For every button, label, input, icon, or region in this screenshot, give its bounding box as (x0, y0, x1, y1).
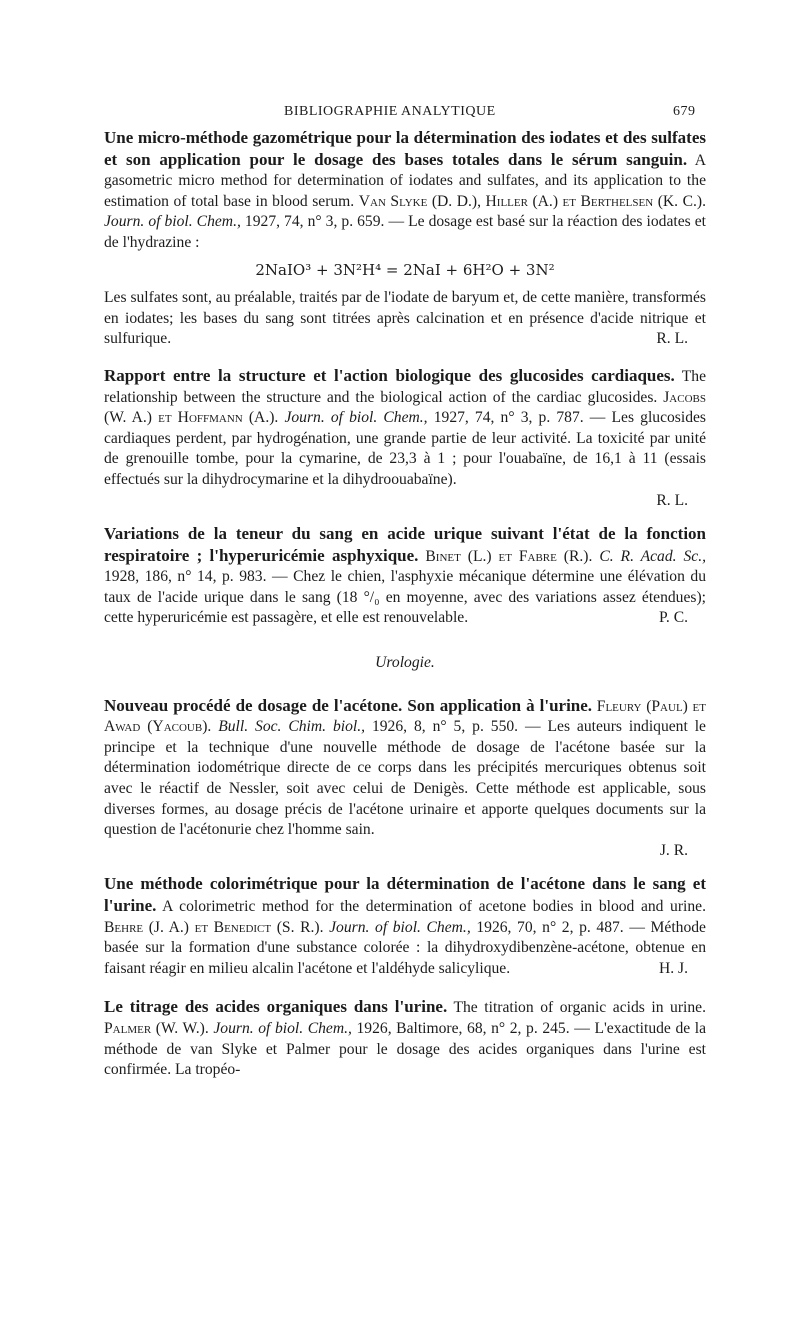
entry-text: — Les auteurs indiquent le principe et la technique d'une nouvelle méthode de dosage de l'acétone basée sur la détermination iodométrique directe de ce corps dans les précipités mercuriques obtenus soit avec le réactif de Nessler, soit avec celui de Denigès. Cette méthode est applicable, sous diverses formes, au dosage précis de l'acétone urinaire et apporte quelques documents sur la question de l'acétonurie chez l'homme sain. (104, 718, 706, 839)
entry-citation: 1926, 8, n° 5, p. 550. (371, 718, 519, 736)
entry-authors: Fleury (Paul) et Awad (Yacoub). (104, 697, 706, 736)
chemical-formula: 2NaIO³ + 3N²H⁴ = 2NaI + 6H²O + 3N² (255, 260, 555, 279)
abstract-entry (104, 524, 706, 629)
entry-journal: Journ. of biol. Chem., (213, 1019, 352, 1037)
entry-english-title: The relationship between the structure and the biological action of the cardiac glucosides. (104, 367, 706, 406)
entry-journal: Journ. of biol. Chem., (329, 918, 471, 936)
entry-signature: J. R. (659, 841, 688, 859)
entry-citation: 1926, Baltimore, 68, n° 2, p. 245. (356, 1019, 570, 1037)
page-header (0, 104, 800, 126)
entry-authors: Jacobs (W. A.) et Hoffmann (A.). (104, 388, 706, 427)
entry-title: Le titrage des acides organiques dans l'urine. (104, 997, 448, 1017)
entry-english-title: A colorimetric method for the determination of acetone bodies in blood and urine. (162, 898, 706, 915)
entry-text: Les sulfates sont, au préalable, traités par de l'iodate de baryum et, de cette manière, transformés en iodates; les bases du sang sont titrées après calcination et en présence d'acide nitrique et sulfurique. (104, 289, 706, 348)
abstract-entry (104, 366, 706, 511)
entry-journal: Bull. Soc. Chim. biol., (218, 718, 366, 736)
entry-journal: Journ. of biol. Chem., (284, 409, 428, 427)
entry-authors: Binet (L.) et Fabre (R.). (425, 547, 593, 565)
entry-signature: H. J. (658, 959, 688, 977)
entry-text: — Le dosage est basé sur la réaction des iodates et de l'hydrazine : (104, 213, 706, 251)
page-number: 679 (673, 104, 696, 119)
abstract-entry (104, 997, 706, 1080)
entry-title: Une micro-méthode gazométrique pour la détermination des iodates et des sulfates et son application pour le dosage des bases totales dans le sérum sanguin. (104, 128, 706, 169)
entry-text: — Méthode basée sur la formation d'une substance colorée : la dihydroxydibenzène-acétone, obtenue en faisant réagir en milieu alcalin l'acétone et l'aldéhyde salicylique. (104, 918, 706, 977)
entry-signature: P. C. (658, 609, 688, 627)
abstract-entry (104, 696, 706, 862)
abstract-entry (104, 128, 706, 254)
entry-citation: 1927, 74, n° 3, p. 787. (433, 409, 584, 427)
entry-english-title: The titration of organic acids in urine. (453, 999, 706, 1017)
entry-english-title: A gasometric micro method for determination of iodates and sulfates, and its application to the estimation of total base in blood serum. (104, 151, 706, 210)
entry-continuation (104, 288, 706, 350)
entry-text: — Les glucosides cardiaques perdent, par hydrogénation, une grande partie de leur activité. La toxicité par unité de grenouille tombe, pour la cymarine, de 23,3 à 1 ; pour l'ouabaïne, de 16,1 à 11 (essais effectués sur la dihydrocymarine et la dihydroouabaïne). (104, 409, 706, 488)
entry-citation: 1927, 74, n° 3, p. 659. (244, 213, 385, 231)
entry-text: — L'exactitude de la méthode de van Slyke et Palmer pour le dosage des acides organiques dans l'urine est confirmée. La tropéo- (104, 1019, 707, 1079)
entry-journal: C. R. Acad. Sc., (599, 547, 706, 565)
entry-authors: Palmer (W. W.). (104, 1019, 209, 1037)
entry-authors: Behre (J. A.) et Benedict (S. R.). (104, 918, 324, 936)
entry-signature: R. L. (656, 330, 688, 348)
entry-journal: Journ. of biol. Chem., (104, 213, 241, 231)
abstract-entry (104, 874, 706, 979)
page-content (104, 128, 706, 1081)
entry-citation: 1926, 70, n° 2, p. 487. (476, 918, 624, 936)
section-heading: Urologie. (375, 654, 435, 672)
entry-signature: R. L. (656, 491, 688, 509)
entry-title: Une méthode colorimétrique pour la détermination de l'acétone dans le sang et l'urine. (104, 874, 706, 915)
entry-title: Variations de la teneur du sang en acide urique suivant l'état de la fonction respiratoire ; l'hyperuricémie asphyxique. (104, 524, 706, 565)
entry-authors: Van Slyke (D. D.), Hiller (A.) et Berthelsen (K. C.). (358, 192, 706, 210)
entry-text: — Chez le chien, l'asphyxie mécanique détermine une élévation du taux de l'acide urique dans le sang (18 °/₀ en moyenne, avec des variations assez étendues); cette hyperuricémie est passagère, et elle est renouvelable. (104, 568, 706, 627)
entry-title: Nouveau procédé de dosage de l'acétone. Son application à l'urine. (104, 695, 593, 715)
running-title: BIBLIOGRAPHIE ANALYTIQUE (284, 104, 496, 119)
entry-citation: 1928, 186, n° 14, p. 983. (104, 568, 267, 586)
entry-title: Rapport entre la structure et l'action biologique des glucosides cardiaques. (104, 365, 675, 385)
